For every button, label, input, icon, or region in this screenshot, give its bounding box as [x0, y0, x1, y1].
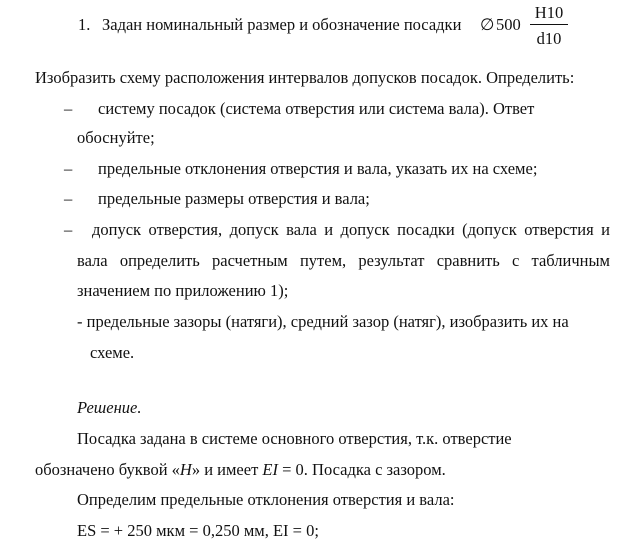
list-item-text: обоснуйте;	[77, 128, 155, 147]
fraction-bar	[530, 24, 568, 25]
list-item-dash: –	[64, 159, 73, 178]
fit-fraction	[526, 0, 572, 52]
task-intro: Задан номинальный размер и обозначение посадки	[102, 15, 462, 34]
solution-paragraph: Определим предельные отклонения отверстия и вала:	[77, 490, 455, 509]
list-item-text: предельные отклонения отверстия и вала, указать их на схеме;	[98, 159, 538, 178]
instruction-text: Изобразить схему расположения интервалов допусков посадок. Определить:	[35, 68, 575, 87]
list-item-dash: –	[64, 99, 73, 118]
list-item-text: допуск отверстия, допуск вала и допуск посадки (допуск отверстия и	[92, 220, 610, 239]
task-number: 1.	[78, 15, 91, 34]
fit-denominator: d10	[536, 29, 562, 48]
solution-heading: Решение.	[77, 398, 142, 417]
nominal-size: 500	[496, 15, 521, 34]
list-item-text: значением по приложению 1);	[77, 281, 289, 300]
list-item-text: схеме.	[90, 343, 135, 362]
list-item-text: систему посадок (система отверстия или система вала). Ответ	[98, 99, 535, 118]
list-item-dash: –	[64, 189, 73, 208]
list-item-text: предельные размеры отверстия и вала;	[98, 189, 370, 208]
fit-numerator: H10	[534, 3, 564, 22]
solution-paragraph: Посадка задана в системе основного отверстия, т.к. отверстие	[77, 429, 512, 448]
solution-paragraph: обозначено буквой «Н» и имеет EI = 0. Посадка с зазором.	[35, 460, 446, 479]
list-item-text: вала определить расчетным путем, результат сравнить с табличным	[77, 251, 610, 270]
solution-formula: ES = + 250 мкм = 0,250 мм, EI = 0;	[77, 521, 319, 540]
list-item-text: - предельные зазоры (натяги), средний зазор (натяг), изобразить их на	[77, 312, 569, 331]
list-item-dash: –	[64, 220, 73, 239]
diameter-symbol: ∅	[480, 15, 495, 34]
